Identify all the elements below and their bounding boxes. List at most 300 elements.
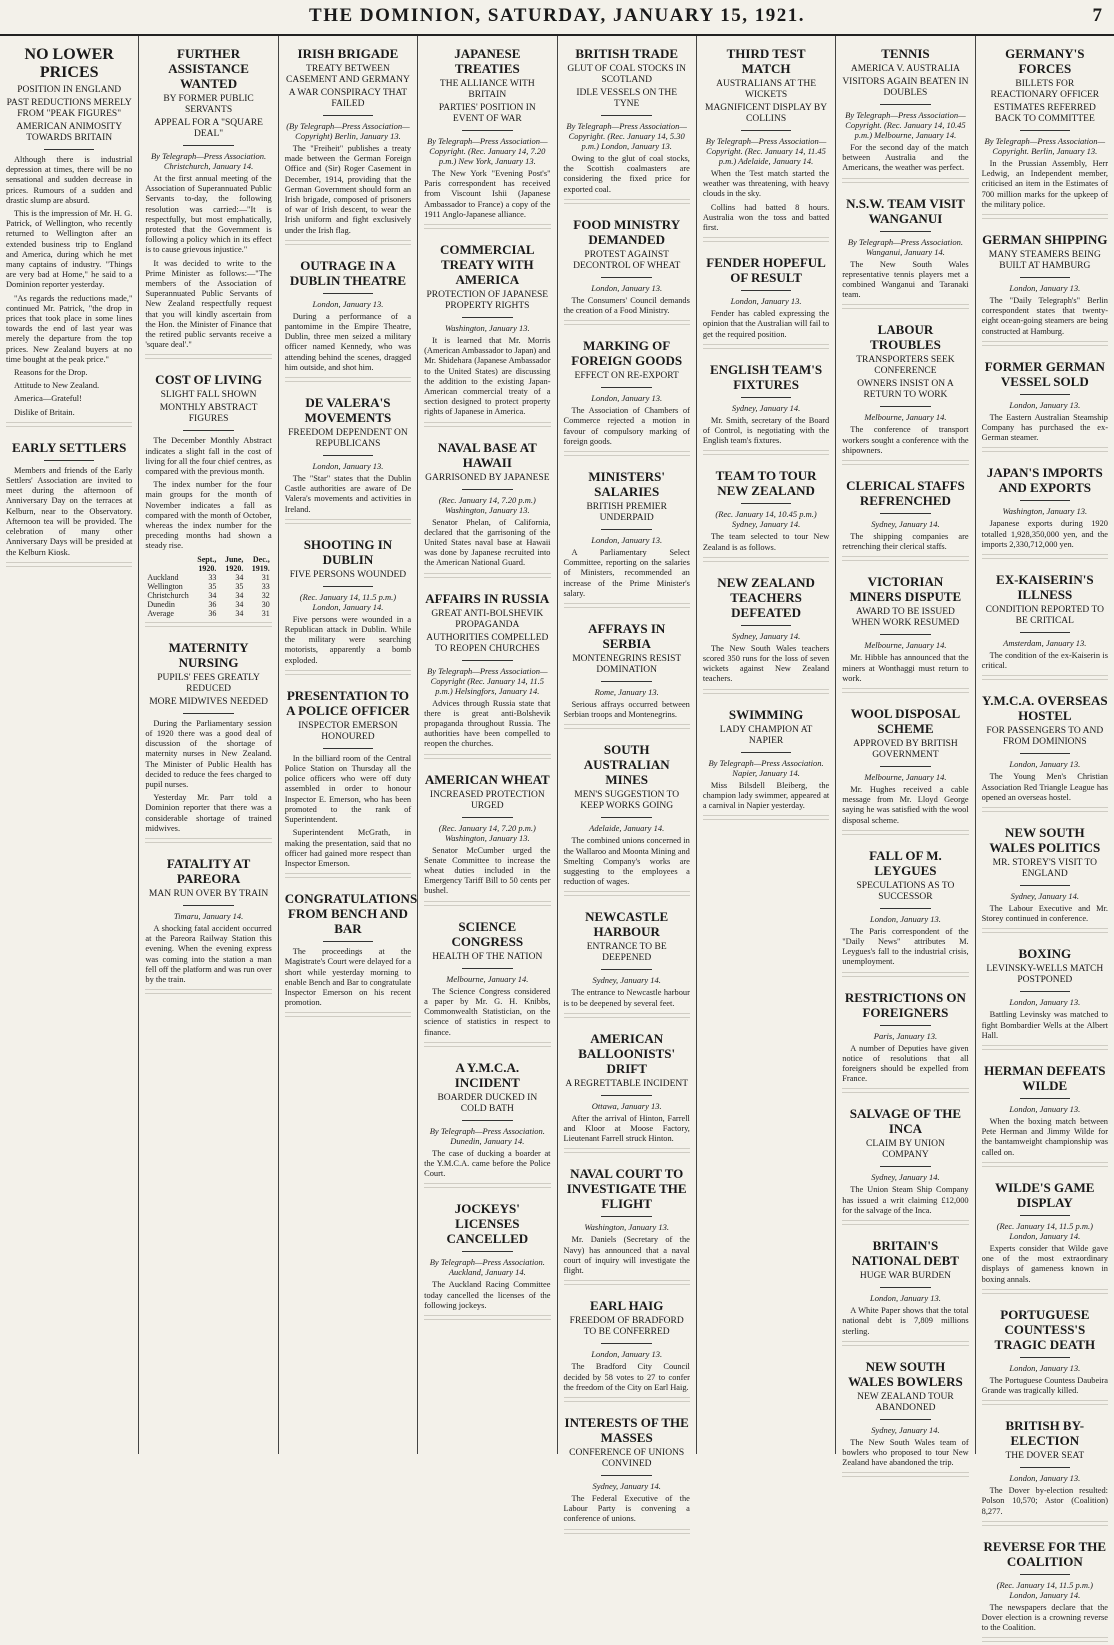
table-cell: Christchurch [147, 590, 189, 600]
article-paragraph: Yesterday Mr. Parr told a Dominion reporter that there was a considerable shortage of trained midwives. [145, 793, 272, 833]
text-lines-filler [982, 1045, 1108, 1053]
text-lines-filler [564, 724, 690, 732]
text-lines-filler [145, 838, 271, 846]
news-article [842, 478, 968, 564]
article-subheading: A WAR CONSPIRACY THAT FAILED [288, 88, 408, 109]
text-lines-filler [703, 557, 829, 565]
article-dateline: London, January 13. [591, 535, 663, 546]
article-paragraph: The case of ducking a boarder at the Y.M.C.A. came before the Police Court. [424, 1148, 551, 1179]
news-article [703, 468, 829, 564]
article-body [842, 532, 968, 552]
article-paragraph: America—Grateful! [14, 394, 82, 404]
article-headline: EX-KAISERIN'S ILLNESS [996, 572, 1094, 603]
table-header [145, 555, 190, 573]
article-subheading: BILLETS FOR REACTIONARY OFFICER [990, 79, 1100, 100]
text-lines-filler [285, 519, 411, 527]
article-subheading: NEW ZEALAND TOUR ABANDONED [857, 1391, 954, 1413]
article-dateline: London, January 13. [1009, 997, 1081, 1008]
news-article [842, 574, 968, 696]
article-dateline: London, January 13. [1009, 1104, 1081, 1115]
article-dateline: Washington, January 13. [584, 1222, 670, 1233]
news-article [842, 990, 968, 1097]
article-body [842, 260, 968, 301]
rule-divider [601, 969, 652, 970]
news-article [982, 1180, 1108, 1297]
article-subheading: MONTHLY ABSTRACT FIGURES [159, 403, 258, 425]
news-article [842, 1106, 968, 1228]
article-paragraph: Owing to the glut of coal stocks, the Scottish coalmasters are considering the fixed price for exported coal. [563, 154, 690, 194]
article-dateline: (Rec. January 14, 10.45 p.m.) Sydney, January 14. [715, 509, 817, 530]
table-cell: 33 [261, 581, 270, 591]
table-cell: 34 [235, 608, 244, 618]
news-article [145, 372, 271, 629]
article-body [424, 1149, 550, 1180]
article-body [6, 466, 132, 558]
article-subheading: A REGRETTABLE INCIDENT [565, 1078, 689, 1089]
article-subheading: CONDITION REPORTED TO BE CRITICAL [985, 605, 1104, 627]
table-cell: 33 [208, 572, 217, 582]
table-header: June, 1920. [224, 554, 244, 573]
article-subheading: AWARD TO BE ISSUED WHEN WORK RESUMED [851, 607, 960, 629]
news-column [418, 36, 557, 1454]
text-lines-filler [145, 989, 271, 997]
article-subheading: OWNERS INSIST ON A RETURN TO WORK [857, 379, 954, 401]
article-paragraph: The Union Steam Ship Company has issued a writ claiming £12,000 for the salvage of the Inca. [842, 1185, 969, 1215]
article-body [145, 719, 271, 834]
article-paragraph: The Association of Chambers of Commerce rejected a motion in favour of compulsory marking of foreign goods. [563, 406, 690, 446]
article-paragraph: The combined unions concerned in the Wallaroo and Moonta Mining and Smelting Company's works are suggesting to the employees a reduction of wages. [563, 836, 690, 887]
rule-divider [462, 660, 513, 661]
article-paragraph: The team selected to tour New Zealand is as follows. [702, 532, 830, 552]
article-body [564, 700, 690, 720]
article-subheading: INSPECTOR EMERSON HONOURED [298, 720, 398, 742]
article-paragraph: After the arrival of Hinton, Farrell and Kloor at Moose Factory, Lieutenant Farrell struck Hinton. [563, 1113, 690, 1144]
article-dateline: Sydney, January 14. [1010, 891, 1080, 902]
article-paragraph: The Portuguese Countess Daubeira Grande was tragically killed. [981, 1375, 1108, 1395]
article-headline: JOCKEYS' LICENSES CANCELLED [446, 1201, 529, 1247]
article-subheading: APPEAL FOR A "SQUARE DEAL" [154, 118, 263, 139]
article-paragraph: Reasons for the Drop. [14, 368, 88, 378]
article-headline: VICTORIAN MINERS DISPUTE [849, 574, 962, 605]
article-subheading: AUSTRALIANS AT THE WICKETS [716, 79, 817, 100]
text-lines-filler [564, 1148, 690, 1156]
news-article [564, 742, 690, 899]
article-body [982, 1603, 1108, 1634]
article-headline: BRITAIN'S NATIONAL DEBT [851, 1238, 959, 1269]
article-headline: FORMER GERMAN VESSEL SOLD [984, 358, 1105, 389]
article-body [424, 699, 550, 750]
article-dateline: London, January 13. [870, 913, 941, 924]
table-header: Sept., 1920. [197, 554, 217, 573]
article-paragraph: The index number for the four main groups for the month of November indicates a fall as compared with the month of October, whereas the index number for the preceding months had shown a steady rise. [145, 480, 272, 551]
article-dateline: Sydney, January 14. [871, 1424, 940, 1435]
table-cell: 35 [235, 581, 244, 591]
article-headline: GERMAN SHIPPING [982, 232, 1108, 248]
article-subheading: MEN'S SUGGESTION TO KEEP WORKS GOING [574, 790, 680, 812]
article-headline: SHOOTING IN DUBLIN [303, 536, 393, 567]
article-dateline: (Rec. January 14, 11.5 p.m.) London, January 14. [299, 591, 397, 612]
article-dateline: Melbourne, January 14. [864, 640, 947, 651]
news-article [982, 359, 1108, 456]
article-paragraph: Members and friends of the Early Settlers' Association are invited to meet during the afternoon of Anniversary Day on the terraces at Kelburn, near to the Observatory. Afternoon tea will be provided. The celebration of many other Anniversary Days will be presided at the Kelburn Kiosk. [6, 465, 133, 557]
article-subheading: AUTHORITIES COMPELLED TO REOPEN CHURCHES [426, 632, 549, 654]
table-cell: 36 [208, 608, 217, 618]
article-body [982, 159, 1108, 210]
text-lines-filler [564, 1013, 690, 1021]
news-article [285, 46, 411, 248]
news-article [424, 242, 550, 430]
article-dateline: Ottawa, January 13. [591, 1100, 662, 1111]
text-lines-filler [424, 901, 550, 909]
article-paragraph: Fender has cabled expressing the opinion that the Australian will fail to get the required position. [702, 309, 830, 339]
news-article [564, 621, 690, 732]
news-article [564, 217, 690, 328]
text-lines-filler [842, 460, 968, 468]
rule-divider [323, 748, 374, 749]
article-body [564, 1494, 690, 1525]
article-body [842, 653, 968, 684]
text-lines-filler [703, 344, 829, 352]
article-headline: FENDER HOPEFUL OF RESULT [706, 255, 826, 286]
article-body [982, 772, 1108, 803]
rule-divider [741, 625, 792, 626]
article-headline: AMERICAN WHEAT [424, 771, 550, 787]
table-cell: 34 [235, 590, 244, 600]
text-lines-filler [424, 1042, 550, 1050]
article-headline: NEW SOUTH WALES POLITICS [989, 825, 1101, 856]
news-article [982, 465, 1108, 562]
article-paragraph: The Auckland Racing Committee today cancelled the licenses of the following jockeys. [424, 1280, 551, 1310]
article-body [982, 413, 1108, 444]
article-subheading: TREATY BETWEEN CASEMENT AND GERMANY [286, 64, 410, 85]
article-dateline: Amsterdam, January 13. [1003, 638, 1087, 649]
article-subheading: FREEDOM OF BRADFORD TO BE CONFERRED [569, 1316, 684, 1338]
article-body [842, 1044, 968, 1085]
news-article [842, 1238, 968, 1349]
text-lines-filler [285, 873, 411, 881]
article-dateline: By Telegraph—Press Association—Copyright. (Rec. January 14, 5.30 p.m.) London, January 13. [566, 121, 687, 151]
article-paragraph: Mr. Daniels (Secretary of the Navy) has announced that a naval court of inquiry will investigate the flight. [563, 1235, 690, 1276]
article-headline: NEW SOUTH WALES BOWLERS [848, 1358, 963, 1389]
table-cell: 36 [208, 599, 217, 609]
news-article [424, 772, 550, 909]
rule-divider [462, 817, 513, 818]
news-article [982, 693, 1108, 815]
news-article [6, 440, 132, 570]
table-cell: 35 [208, 581, 217, 591]
article-body [703, 169, 829, 233]
text-lines-filler [982, 807, 1108, 815]
rule-divider [601, 277, 652, 278]
article-headline: A Y.M.C.A. INCIDENT [454, 1059, 520, 1090]
article-paragraph: The conference of transport workers sought a conference with the shipowners. [842, 425, 969, 455]
article-subheading: MORE MIDWIVES NEEDED [149, 696, 268, 707]
article-paragraph: Dislike of Britain. [14, 407, 75, 417]
rule-divider [44, 149, 95, 150]
text-lines-filler [982, 447, 1108, 455]
article-paragraph: Five persons were wounded in a Republican attack in Dublin. While the military were searching motorists, apparently a bomb exploded. [284, 614, 412, 665]
article-headline: NEWCASTLE HARBOUR [585, 909, 669, 940]
article-body [145, 436, 271, 551]
news-article [982, 1307, 1108, 1408]
rule-divider [44, 460, 95, 461]
rule-divider [183, 905, 234, 906]
article-dateline: Adelaide, January 14. [589, 823, 665, 834]
article-subheading: PAST REDUCTIONS MERELY FROM "PEAK FIGURES" [6, 98, 132, 119]
text-lines-filler [564, 320, 690, 328]
article-body [424, 518, 550, 569]
article-body [842, 1438, 968, 1469]
article-subheading: CONFERENCE OF UNIONS CONVINED [569, 1447, 685, 1469]
news-article [982, 1418, 1108, 1529]
article-dateline: By Telegraph—Press Association—Copyright (Rec. January 14, 11.5 p.m.) Helsingfors, January 14. [427, 665, 548, 696]
news-article [145, 856, 271, 997]
table-header: Dec., 1919. [251, 554, 270, 573]
article-body [285, 947, 411, 1008]
rule-divider [880, 634, 931, 635]
article-dateline: By Telegraph—Press Association. Christchurch, January 14. [150, 151, 267, 171]
text-lines-filler [6, 562, 132, 570]
article-body [842, 927, 968, 968]
article-paragraph: The "Star" states that the Dublin Castle authorities are aware of De Valera's movements and activities in Ireland. [284, 474, 412, 514]
article-subheading: FREEDOM DEPENDENT ON REPUBLICANS [288, 428, 408, 450]
article-paragraph: Mr. Smith, secretary of the Board of Control, is negotiating with the English team's fixtures. [702, 415, 830, 446]
article-subheading: MR. STOREY'S VISIT TO ENGLAND [992, 858, 1097, 880]
article-headline: PORTUGUESE COUNTESS'S TRAGIC DEATH [994, 1306, 1096, 1352]
article-paragraph: The entrance to Newcastle harbour is to be deepened by several feet. [563, 988, 690, 1008]
news-column [836, 36, 975, 1468]
news-article [564, 1031, 690, 1157]
text-lines-filler [842, 830, 968, 838]
rule-divider [1020, 632, 1071, 633]
article-body [564, 988, 690, 1008]
table-row [145, 600, 271, 609]
rule-divider [323, 941, 374, 942]
rule-divider [1020, 1357, 1071, 1358]
rule-divider [601, 1475, 652, 1476]
article-dateline: By Telegraph—Press Association—Copyright. (Rec. January 14, 7.20 p.m.) New York, January 13. [427, 136, 548, 166]
article-subheading: PARTIES' POSITION IN EVENT OF WAR [438, 103, 536, 124]
article-dateline: Sydney, January 14. [592, 975, 661, 986]
article-dateline: By Telegraph—Press Association—Copyright. Berlin, January 13. [984, 136, 1106, 156]
article-dateline: (Rec. January 14, 11.5 p.m.) London, January 14. [996, 1579, 1093, 1600]
table-cell: 31 [261, 572, 270, 582]
article-paragraph: Japanese exports during 1920 totalled 1,928,350,000 yen, and the imports 2,330,712,000 yen. [981, 519, 1108, 549]
text-lines-filler [564, 199, 690, 207]
article-subheading: GLUT OF COAL STOCKS IN SCOTLAND [567, 64, 686, 85]
news-article [703, 362, 829, 459]
article-headline: WILDE'S GAME DISPLAY [995, 1179, 1095, 1210]
article-body [6, 155, 132, 418]
article-dateline: London, January 13. [870, 1293, 941, 1304]
text-lines-filler [564, 1529, 690, 1537]
article-paragraph: Experts consider that Wilde gave one of the most extraordinary displays of gameness known in boxing annals. [981, 1243, 1108, 1284]
article-subheading: PROTEST AGAINST DECONTROL OF WHEAT [573, 249, 681, 271]
article-subheading: IDLE VESSELS ON THE TYNE [576, 88, 678, 109]
article-dateline: Sydney, January 14. [592, 1480, 661, 1491]
article-subheading: FOR PASSENGERS TO AND FROM DOMINIONS [986, 726, 1104, 748]
article-dateline: London, January 13. [1009, 759, 1081, 770]
rule-divider [880, 908, 931, 909]
article-dateline: (By Telegraph—Press Association—Copyright) Berlin, January 13. [286, 121, 410, 141]
article-dateline: Timaru, January 14. [173, 910, 244, 921]
rule-divider [880, 513, 931, 514]
article-dateline: London, January 13. [1009, 283, 1081, 294]
article-body [703, 532, 829, 552]
text-lines-filler [703, 450, 829, 458]
article-headline: TEAM TO TOUR NEW ZEALAND [715, 468, 817, 499]
article-paragraph: A Parliamentary Select Committee, reporting on the salaries of Ministers, recommended an increase of the Prime Minister's salary. [563, 548, 690, 598]
column-grid [0, 36, 1114, 1633]
article-paragraph: "As regards the reductions made," continued Mr. Patrick, "the drop in prices that took place in some lines towards the end of last year was merely the departure from the top prices. New Zealand buyers at no time bought at the peak price." [6, 293, 133, 364]
rule-divider [1020, 885, 1071, 886]
article-paragraph: The "Daily Telegraph's" Berlin correspondent states that twenty-eight ocean-going steamers are being constructed at Hamburg. [981, 296, 1108, 336]
text-lines-filler [564, 1397, 690, 1405]
table-cell: Wellington [147, 581, 183, 591]
rule-divider [880, 1025, 931, 1026]
article-headline: COST OF LIVING [155, 372, 263, 388]
text-lines-filler [703, 237, 829, 245]
article-dateline: (Rec. January 14, 7.20 p.m.) Washington, January 13. [438, 822, 536, 843]
text-lines-filler [842, 304, 968, 312]
article-headline: DE VALERA'S MOVEMENTS [304, 395, 392, 426]
article-headline: COMMERCIAL TREATY WITH AMERICA [440, 242, 535, 288]
article-subheading: SPECULATIONS AS TO SUCCESSOR [856, 880, 955, 902]
article-body [145, 924, 271, 985]
article-headline: TENNIS [881, 46, 930, 61]
article-paragraph: When the Test match started the weather was threatening, with heavy clouds in the sky. [702, 169, 830, 199]
article-headline: BOXING [1018, 946, 1072, 962]
news-article [284, 891, 418, 1020]
news-article [842, 322, 968, 468]
text-lines-filler [564, 603, 690, 611]
article-body [564, 296, 690, 316]
rule-divider [880, 1287, 931, 1288]
article-body [285, 474, 411, 515]
article-dateline: By Telegraph—Press Association. Dunedin, January 14. [429, 1125, 545, 1146]
article-headline: EARLY SETTLERS [12, 439, 127, 455]
article-subheading: MAGNIFICENT DISPLAY BY COLLINS [705, 103, 828, 124]
table-cell: Dunedin [147, 599, 175, 609]
article-paragraph: Battling Levinsky was matched to fight Bombardier Wells at the Albert Hall. [981, 1010, 1108, 1040]
table-cell: 34 [235, 572, 244, 582]
article-headline: PRESENTATION TO A POLICE OFFICER [286, 687, 410, 718]
article-dateline: Washington, January 13. [444, 323, 530, 334]
article-headline: MARKING OF FOREIGN GOODS [571, 338, 683, 369]
article-headline: NEW ZEALAND TEACHERS DEFEATED [717, 574, 815, 620]
text-lines-filler [6, 422, 132, 430]
rule-divider [183, 145, 234, 146]
rule-divider [880, 766, 931, 767]
article-subheading: AMERICAN ANIMOSITY TOWARDS BRITAIN [16, 122, 123, 143]
article-headline: AFFAIRS IN RUSSIA [425, 590, 550, 606]
article-headline: LABOUR TROUBLES [870, 322, 941, 353]
article-paragraph: Senator McCumber urged the Senate Committee to increase the wheat duties included in the Emergency Tariff Bill to 50 cents per bushel. [424, 845, 551, 896]
rule-divider [323, 293, 374, 294]
article-dateline: Sydney, January 14. [871, 519, 940, 530]
article-subheading: SLIGHT FALL SHOWN [160, 390, 257, 401]
article-headline: FALL OF M. LEYGUES [869, 847, 942, 878]
article-paragraph: Advices through Russia state that there is great anti-Bolshevik propaganda throughout Russia. The authorities have been compelled to reopen the churches. [424, 698, 551, 749]
article-paragraph: The "Freiheit" publishes a treaty made between the German Foreign Office and (Sir) Roger Casement in December, 1914, providing that the German Government should form an Irish brigade, composed of prisoners of war of Irish descent, to wear the Irish uniform and fight exclusively under the Irish flag. [284, 144, 412, 235]
article-headline: SWIMMING [728, 706, 804, 722]
rule-divider [1020, 1098, 1071, 1099]
article-dateline: By Telegraph—Press Association—Copyright. (Rec. January 14, 11.45 p.m.) Adelaide, January 14. [705, 136, 827, 166]
article-subheading: BY FORMER PUBLIC SERVANTS [163, 94, 254, 115]
text-lines-filler [564, 891, 690, 899]
masthead-title: THE DOMINION, SATURDAY, JANUARY 15, 1921. [309, 5, 805, 26]
article-subheading: THE ALLIANCE WITH BRITAIN [439, 79, 535, 100]
news-column [0, 36, 139, 1454]
text-lines-filler [982, 1162, 1108, 1170]
rule-divider [1020, 500, 1071, 501]
rule-divider [323, 455, 374, 456]
text-lines-filler [842, 556, 968, 564]
article-headline: NAVAL BASE AT HAWAII [437, 439, 537, 470]
table-cell: 31 [261, 608, 270, 618]
rule-divider [880, 1166, 931, 1167]
article-dateline: London, January 13. [1009, 1473, 1081, 1484]
cost-of-living-table [145, 555, 271, 618]
article-body [842, 785, 968, 826]
article-headline: Y.M.C.A. OVERSEAS HOSTEL [982, 693, 1108, 724]
article-headline: JAPAN'S IMPORTS AND EXPORTS [986, 465, 1103, 496]
text-lines-filler [842, 1341, 968, 1349]
article-paragraph: Mr. Hughes received a cable message from Mr. Lloyd George saying he was satisfied with the wool disposal scheme. [842, 785, 969, 825]
article-subheading: LEVINSKY-WELLS MATCH POSTPONED [986, 964, 1104, 986]
news-article [982, 946, 1108, 1053]
text-lines-filler [145, 354, 271, 362]
text-lines-filler [842, 178, 968, 186]
rule-divider [601, 1095, 652, 1096]
rule-divider [1020, 753, 1071, 754]
news-article [285, 688, 411, 881]
article-body [285, 615, 411, 666]
article-paragraph: The Eastern Australian Steamship Company has purchased the ex-German steamer. [981, 412, 1108, 443]
rule-divider [880, 1419, 931, 1420]
article-body [424, 1280, 550, 1311]
article-paragraph: A number of Deputies have given notice of resolutions that all foreigners should be expelled from France. [842, 1043, 969, 1084]
article-dateline: Melbourne, January 14. [864, 772, 947, 783]
article-body [285, 312, 411, 373]
table-cell: 34 [208, 590, 217, 600]
news-article [564, 1298, 690, 1405]
text-lines-filler [424, 1183, 550, 1191]
article-headline: BRITISH BY-ELECTION [1005, 1418, 1085, 1449]
article-paragraph: The shipping companies are retrenching their clerical staffs. [842, 532, 969, 552]
article-body [982, 1244, 1108, 1285]
text-lines-filler [982, 1521, 1108, 1529]
article-subheading: BRITISH PREMIER UNDERPAID [586, 502, 667, 524]
article-subheading: HEALTH OF THE NATION [432, 951, 543, 962]
article-dateline: London, January 13. [591, 1349, 663, 1360]
article-body [703, 644, 829, 685]
article-body [285, 144, 411, 236]
article-paragraph: The newspapers declare that the Dover election is a crowning reverse to the Coalition. [981, 1602, 1108, 1633]
article-body [424, 336, 550, 418]
article-body [842, 425, 968, 456]
article-subheading: POSITION IN ENGLAND [17, 85, 122, 95]
article-headline: GERMANY'S FORCES [1005, 46, 1085, 76]
article-subheading: EFFECT ON RE-EXPORT [574, 371, 679, 382]
news-column [697, 36, 836, 1454]
article-body [564, 1235, 690, 1276]
article-paragraph: Serious affrays occurred between Serbian troops and Montenegrins. [563, 700, 690, 720]
table-row [145, 591, 271, 600]
news-article [982, 232, 1108, 349]
news-column [976, 36, 1114, 1633]
article-paragraph: A White Paper shows that the total national debt is 7,809 millions sterling. [842, 1306, 969, 1336]
